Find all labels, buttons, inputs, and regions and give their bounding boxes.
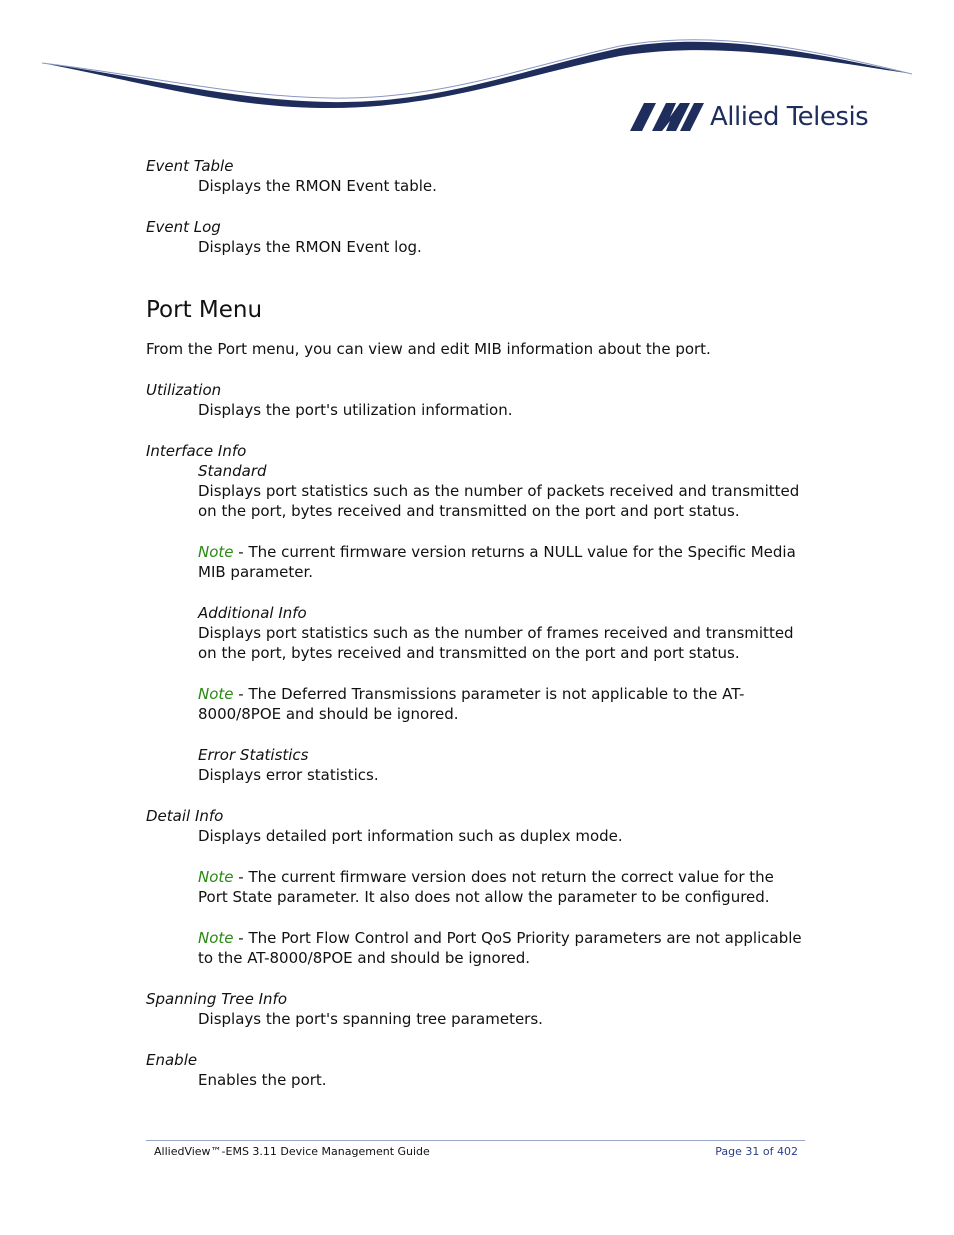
note-text: - The current firmware version returns a NULL value for the Specific Media MIB parameter. bbox=[198, 543, 796, 581]
desc-additional-info: Displays port statistics such as the number of frames received and transmitted on the port, bytes received and transmitted on the port and port status. bbox=[198, 624, 794, 662]
note-detail-info-1 bbox=[198, 867, 806, 907]
note-label: Note bbox=[198, 929, 234, 947]
term-standard: Standard bbox=[198, 462, 267, 480]
desc-enable: Enables the port. bbox=[198, 1071, 327, 1089]
desc-detail-info: Displays detailed port information such as duplex mode. bbox=[198, 827, 623, 845]
term-event-log: Event Log bbox=[146, 218, 221, 236]
allied-telesis-logo bbox=[630, 100, 868, 134]
page-body bbox=[146, 156, 806, 1090]
note-label: Note bbox=[198, 685, 234, 703]
desc-event-table: Displays the RMON Event table. bbox=[198, 177, 437, 195]
note-label: Note bbox=[198, 868, 234, 886]
term-utilization: Utilization bbox=[146, 381, 222, 399]
note-text: - The Deferred Transmissions parameter is not applicable to the AT-8000/8POE and should be ignored. bbox=[198, 685, 745, 723]
footer-page-number: Page 31 of 402 bbox=[715, 1145, 798, 1158]
desc-event-log: Displays the RMON Event log. bbox=[198, 238, 422, 256]
term-spanning-tree-info: Spanning Tree Info bbox=[146, 990, 287, 1008]
logo-mark-icon bbox=[630, 103, 704, 131]
note-additional-info bbox=[198, 684, 806, 724]
term-interface-info: Interface Info bbox=[146, 442, 247, 460]
desc-utilization: Displays the port's utilization information. bbox=[198, 401, 513, 419]
section-intro: From the Port menu, you can view and edit MIB information about the port. bbox=[146, 340, 711, 358]
logo-text: Allied Telesis bbox=[710, 102, 869, 132]
footer-doc-title: AlliedView™-EMS 3.11 Device Management Guide bbox=[154, 1145, 430, 1158]
note-text: - The current firmware version does not return the correct value for the Port State parameter. It also does not allow the parameter to be configured. bbox=[198, 868, 774, 906]
term-error-statistics: Error Statistics bbox=[198, 746, 309, 764]
note-standard bbox=[198, 542, 806, 582]
note-label: Note bbox=[198, 543, 234, 561]
desc-spanning-tree-info: Displays the port's spanning tree parameters. bbox=[198, 1010, 543, 1028]
section-heading: Port Menu bbox=[146, 297, 263, 323]
term-event-table: Event Table bbox=[146, 157, 234, 175]
desc-error-statistics: Displays error statistics. bbox=[198, 766, 379, 784]
term-enable: Enable bbox=[146, 1051, 198, 1069]
desc-standard: Displays port statistics such as the number of packets received and transmitted on the port, bytes received and transmitted on the port and port status. bbox=[198, 482, 800, 520]
term-additional-info: Additional Info bbox=[198, 604, 307, 622]
note-text: - The Port Flow Control and Port QoS Priority parameters are not applicable to the AT-8000/8POE and should be ignored. bbox=[198, 929, 802, 967]
interface-info-subsections bbox=[198, 461, 806, 785]
note-detail-info-2 bbox=[198, 928, 806, 968]
footer-divider bbox=[146, 1140, 805, 1141]
term-detail-info: Detail Info bbox=[146, 807, 224, 825]
